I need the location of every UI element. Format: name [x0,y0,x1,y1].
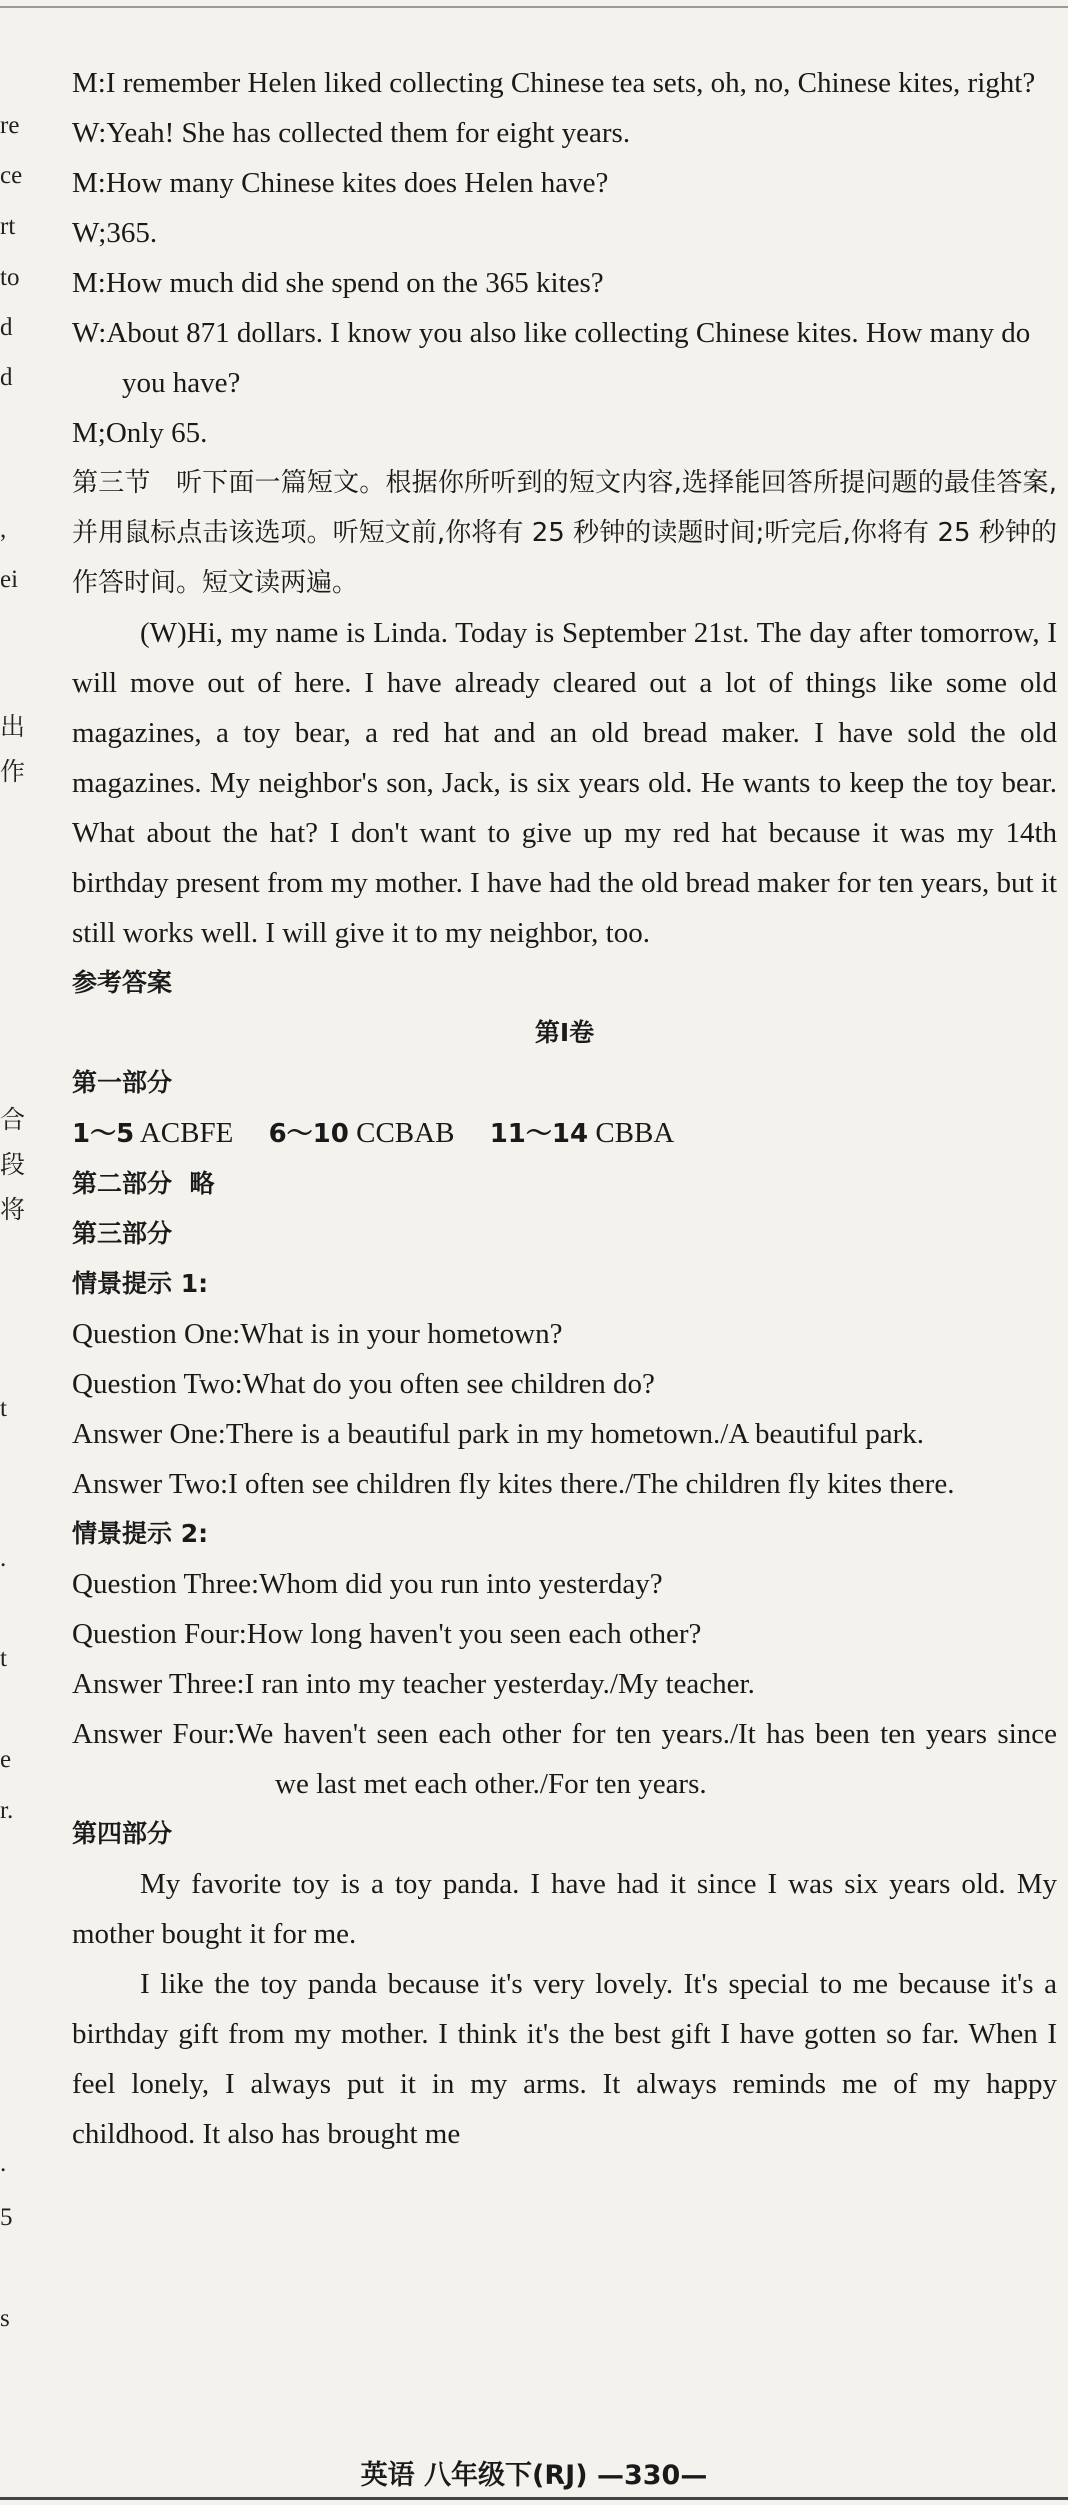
part4-heading: 第四部分 [72,1819,173,1848]
answer-four: Answer Four:We haven't seen each other for ten years./It has been ten years since we last met each other./For ten years. [72,1718,1057,1800]
margin-fragment: . [0,2150,7,2177]
margin-fragment: 作 [0,759,26,786]
scene1-title: 情景提示 1: [72,1269,209,1298]
margin-fragment: 将 [0,1197,26,1224]
margin-fragment: e [0,1746,12,1773]
margin-fragment: rt [0,213,16,240]
section3-instruction: 第三节 听下面一篇短文。根据你所听到的短文内容,选择能回答所提问题的最佳答案,并用鼠标点击该选项。听短文前,你将有 25 秒钟的读题时间;听完后,你将有 25 秒钟的作答时间。短文读两遍。 [72,468,1057,598]
essay-paragraph: I like the toy panda because it's very lovely. It's special to me because it's a birthday gift from my mother. I think it's the best gift I have gotten so far. When I feel lonely, I always put it in my arms. It always reminds me of my happy childhood. It also has brought me [72,1968,1057,2150]
part1-heading: 第一部分 [72,1068,173,1097]
answer-three: Answer Three:I ran into my teacher yesterday./My teacher. [72,1668,755,1700]
question-three: Question Three:Whom did you run into yesterday? [72,1568,663,1600]
dialog-line: M:How many Chinese kites does Helen have? [72,167,609,199]
part1-answers: 1～5 ACBFE 6～10 CCBAB 11～14 CBBA [72,1117,675,1149]
dialog-line: W:About 871 dollars. I know you also like collecting Chinese kites. How many do you have? [72,317,1031,399]
question-one: Question One:What is in your hometown? [72,1318,563,1350]
margin-fragment: ce [0,162,23,189]
question-two: Question Two:What do you often see children do? [72,1368,655,1400]
volume-title: 第Ⅰ卷 [534,1018,595,1047]
margin-fragment: d [0,314,13,341]
margin-fragment: t [0,1645,7,1672]
margin-fragment: t [0,1395,7,1422]
page-footer: 英语 八年级下(RJ) —330— [360,2460,708,2491]
main-content [72,58,1057,2159]
margin-fragment: , [0,516,7,543]
top-rule [0,6,1068,8]
answer-one: Answer One:There is a beautiful park in my hometown./A beautiful park. [72,1418,925,1450]
margin-fragment: ei [0,566,19,593]
part2-heading: 第二部分 略 [72,1169,215,1198]
dialog-line: M:I remember Helen liked collecting Chinese tea sets, oh, no, Chinese kites, right? [72,67,1036,99]
dialog-line: M:How much did she spend on the 365 kites? [72,267,604,299]
part3-heading: 第三部分 [72,1219,173,1248]
margin-fragment: . [0,1545,7,1572]
margin-fragment: r. [0,1797,14,1824]
margin-fragment: 段 [0,1152,26,1179]
listening-passage: (W)Hi, my name is Linda. Today is September 21st. The day after tomorrow, I will move out of here. I have already cleared out a lot of things like some old magazines, a toy bear, a red hat and an old bread maker. I have sold the old magazines. My neighbor's son, Jack, is six years old. He wants to keep the toy bear. What about the hat? I don't want to give up my red hat because it was my 14th birthday present from my mother. I have had the old bread maker for ten years, but it still works well. I will give it to my neighbor, too. [72,617,1057,949]
dialog-line: W;365. [72,217,158,249]
answers-heading: 参考答案 [72,968,173,997]
essay-paragraph: My favorite toy is a toy panda. I have had it since I was six years old. My mother bought it for me. [72,1868,1057,1950]
dialog-line: W:Yeah! She has collected them for eight years. [72,117,631,149]
margin-fragment: to [0,264,20,291]
margin-fragment: s [0,2305,10,2332]
margin-fragment: re [0,112,20,139]
question-four: Question Four:How long haven't you seen each other? [72,1618,702,1650]
margin-fragment: 5 [0,2204,13,2231]
margin-fragment: d [0,364,13,391]
margin-fragment: 出 [0,714,26,741]
scene2-title: 情景提示 2: [72,1519,209,1548]
margin-fragment: 合 [0,1107,26,1134]
bottom-rule [0,2497,1068,2500]
answer-two: Answer Two:I often see children fly kites there./The children fly kites there. [72,1468,955,1500]
dialog-line: M;Only 65. [72,417,208,449]
